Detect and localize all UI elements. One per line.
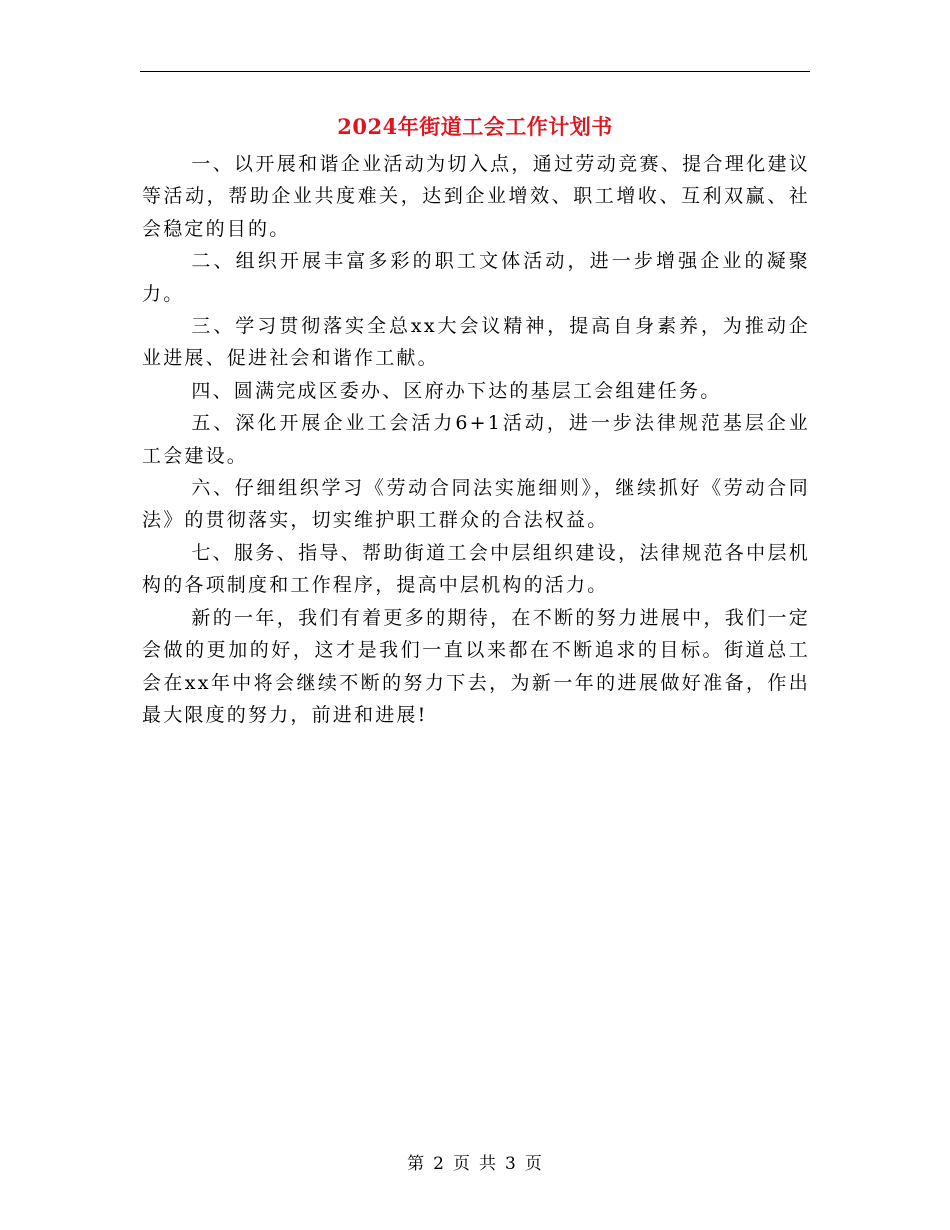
paragraph-6: 六、仔细组织学习《劳动合同法实施细则》，继续抓好《劳动合同法》的贯彻落实，切实维护职工群众的合法权益。 [142, 477, 810, 532]
paragraph-3: 三、学习贯彻落实全总xx大会议精神，提高自身素养，为推动企业进展、促进社会和谐作工献。 [142, 315, 810, 370]
page-prefix: 第 [407, 1154, 426, 1174]
total-pages: 3 [505, 1154, 517, 1174]
total-unit: 页 [524, 1154, 543, 1174]
paragraph-2: 二、组织开展丰富多彩的职工文体活动，进一步增强企业的凝聚力。 [142, 250, 810, 305]
page-unit: 页 [453, 1154, 471, 1174]
page-footer [0, 1152, 950, 1176]
document-title: 2024年街道工会工作计划书 [337, 114, 613, 139]
paragraph-5: 五、深化开展企业工会活力6+1活动，进一步法律规范基层企业工会建设。 [142, 412, 810, 467]
paragraph-1: 一、以开展和谐企业活动为切入点，通过劳动竞赛、提合理化建议等活动，帮助企业共度难关，达到企业增效、职工增收、互利双赢、社会稳定的目的。 [142, 153, 810, 240]
header-rule [140, 71, 810, 72]
paragraph-8: 新的一年，我们有着更多的期待，在不断的努力进展中，我们一定会做的更加的好，这才是我们一直以来都在不断追求的目标。街道总工会在xx年中将会继续不断的努力下去，为新一年的进展做好准备，作出最大限度的努力，前进和进展! [142, 606, 810, 726]
page-number: 2 [433, 1154, 445, 1174]
paragraph-7: 七、服务、指导、帮助街道工会中层组织建设，法律规范各中层机构的各项制度和工作程序，提高中层机构的活力。 [142, 541, 810, 597]
total-prefix: 共 [479, 1154, 497, 1174]
document-body [142, 148, 810, 731]
paragraph-4: 四、圆满完成区委办、区府办下达的基层工会组建任务。 [191, 379, 722, 402]
